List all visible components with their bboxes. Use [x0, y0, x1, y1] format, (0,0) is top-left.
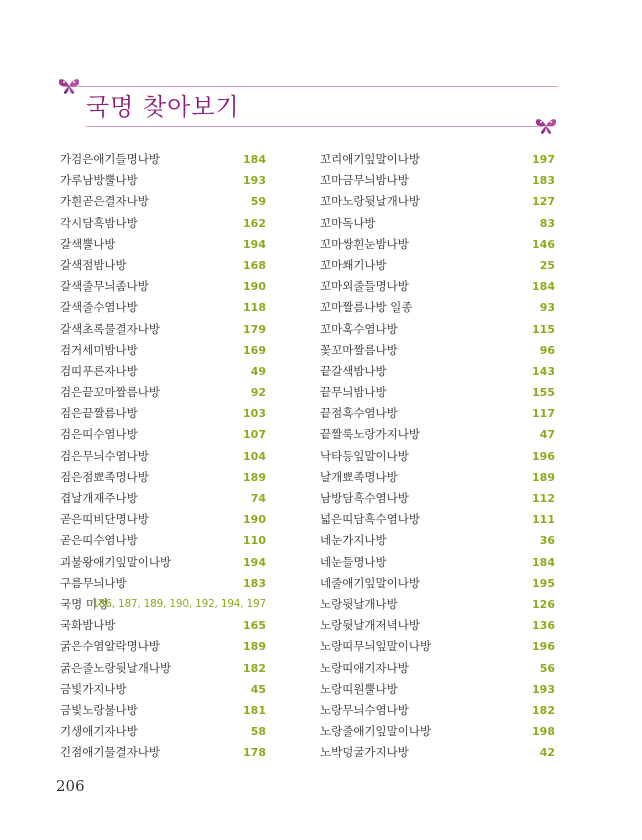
entry-page: 127	[532, 195, 555, 209]
index-entry	[60, 382, 266, 403]
index-entry	[320, 234, 555, 255]
entry-page: 162	[243, 216, 266, 230]
entry-name: 꼬마금무늬밤나방	[320, 173, 409, 188]
entry-page: 190	[243, 513, 266, 527]
entry-page: 194	[243, 237, 266, 251]
entry-page: 193	[532, 682, 555, 696]
index-entry	[320, 213, 555, 234]
entry-name: 끝갈색밤나방	[320, 363, 387, 378]
index-entry	[320, 191, 555, 212]
entry-name: 남방담흑수염나방	[320, 491, 409, 505]
entry-name: 검거세미밤나방	[60, 342, 138, 357]
entry-name: 네줄애기잎말이나방	[320, 575, 420, 590]
index-entry	[60, 403, 266, 424]
entry-page: 115	[532, 322, 555, 336]
entry-page: 143	[532, 364, 555, 378]
entry-name: 갈색초록물결자나방	[60, 321, 160, 336]
entry-name: 끝짤룩노랑가지나방	[320, 427, 420, 442]
index-entry	[320, 403, 555, 424]
entry-name: 굵은줄노랑뒷날개나방	[60, 660, 172, 675]
index-entry	[320, 340, 555, 361]
entry-page: 74	[250, 492, 266, 505]
moth-icon	[534, 117, 558, 135]
index-entry	[60, 721, 266, 742]
index-entry	[60, 467, 266, 488]
entry-name: 검은끝짤름나방	[60, 406, 138, 421]
entry-page: 107	[243, 428, 266, 442]
entry-name: 긴점애기물결자나방	[60, 745, 160, 760]
index-entry	[60, 340, 266, 361]
entry-page: 195	[532, 576, 555, 590]
entry-page: 117	[532, 407, 555, 421]
index-entry	[320, 255, 555, 276]
index-entry	[60, 149, 266, 170]
entry-name: 갈색줄수염나방	[60, 300, 138, 315]
entry-page: 183	[243, 576, 266, 590]
entry-name: 노랑띠무늬잎말이나방	[320, 639, 432, 654]
index-entry	[60, 509, 266, 530]
entry-name: 가흰곧은결자나방	[60, 194, 149, 209]
index-column-right	[320, 149, 555, 763]
index-entry	[320, 149, 555, 170]
entry-name: 꼬마노랑뒷날개나방	[320, 194, 420, 209]
entry-page: 193	[243, 174, 266, 188]
entry-page: 126	[532, 597, 555, 611]
index-entry	[60, 615, 266, 636]
entry-page: 112	[532, 492, 555, 505]
entry-page: 42	[539, 746, 555, 760]
index-entry	[320, 530, 555, 551]
index-entry	[60, 636, 266, 657]
entry-page: 83	[539, 216, 555, 230]
index-entry	[320, 679, 555, 700]
entry-name: 국화밤나방	[60, 618, 116, 633]
entry-page: 146	[532, 237, 555, 251]
entry-name: 검은띠수염나방	[60, 427, 138, 442]
entry-page: 196	[532, 449, 555, 463]
index-entry	[320, 509, 555, 530]
entry-name: 노랑띠원뿔나방	[320, 681, 398, 696]
entry-page: 36	[539, 534, 555, 548]
entry-page: 181	[243, 703, 266, 717]
entry-page: 182	[532, 703, 555, 717]
entry-page: 49	[250, 364, 266, 378]
entry-page: 103	[243, 407, 266, 421]
entry-page: 178	[243, 746, 266, 760]
entry-name: 국명 미정	[60, 596, 109, 611]
entry-name: 꼬마쐐기나방	[320, 257, 387, 272]
index-entry	[320, 424, 555, 445]
entry-name: 꼬리애기잎말이나방	[320, 152, 420, 166]
index-entry	[60, 213, 266, 234]
index-entry	[320, 636, 555, 657]
entry-page: 189	[243, 470, 266, 484]
entry-page: 104	[243, 449, 266, 463]
index-entry	[320, 594, 555, 615]
entry-name: 넓은띠담흑수염나방	[320, 512, 420, 527]
entry-name: 노랑무늬수염나방	[320, 702, 409, 717]
header-rule-top	[66, 86, 558, 87]
index-entry	[60, 446, 266, 467]
entry-page: 198	[532, 725, 555, 739]
entry-name: 꽃꼬마짤름나방	[320, 342, 398, 357]
entry-page: 118	[243, 301, 266, 315]
index-entry	[320, 488, 555, 509]
entry-page: 155	[532, 386, 555, 400]
index-entry	[60, 276, 266, 297]
entry-page: 96	[539, 343, 555, 357]
entry-name: 날개뾰족명나방	[320, 469, 398, 484]
entry-page: 25	[539, 258, 555, 272]
entry-page: 92	[250, 386, 266, 400]
entry-name: 검은무늬수염나방	[60, 448, 149, 463]
entry-name: 곧은띠비단명나방	[60, 512, 149, 527]
entry-page: 196	[532, 640, 555, 654]
entry-name: 곧은띠수염나방	[60, 533, 138, 548]
entry-name: 구름무늬나방	[60, 575, 127, 590]
entry-name: 노랑뒷날개저녁나방	[320, 618, 420, 633]
entry-name: 굵은수염알락명나방	[60, 639, 160, 654]
index-entry	[60, 552, 266, 573]
entry-name: 괴불왕애기잎말이나방	[60, 554, 172, 569]
entry-page: 110	[243, 534, 266, 548]
entry-name: 기생애기자나방	[60, 724, 138, 739]
index-entry	[60, 658, 266, 679]
index-entry	[320, 361, 555, 382]
entry-name: 갈색점밤나방	[60, 257, 127, 272]
index-entry	[60, 191, 266, 212]
index-entry	[60, 700, 266, 721]
entry-name: 꼬마독나방	[320, 215, 376, 230]
index-entry	[320, 382, 555, 403]
index-header	[0, 0, 642, 140]
entry-page: 45	[250, 682, 266, 696]
entry-page: 47	[539, 428, 555, 442]
index-entry	[60, 530, 266, 551]
index-entry	[320, 467, 555, 488]
entry-name: 꼬마짤름나방 일종	[320, 300, 413, 315]
entry-page: 182	[243, 661, 266, 675]
entry-name: 검띠푸른자나방	[60, 363, 138, 378]
index-entry	[60, 255, 266, 276]
index-entry	[320, 446, 555, 467]
index-column-left	[60, 149, 266, 763]
header-rule-bottom	[86, 126, 538, 127]
entry-page: 183	[532, 174, 555, 188]
index-entry	[60, 234, 266, 255]
entry-page: 179	[243, 322, 266, 336]
entry-name: 꼬마혹수염나방	[320, 321, 398, 336]
index-entry	[60, 170, 266, 191]
entry-name: 네눈가지나방	[320, 533, 387, 548]
index-entry	[60, 319, 266, 340]
page-number: 206	[56, 777, 85, 795]
entry-name: 네눈들명나방	[320, 554, 387, 569]
entry-name: 끝점혹수염나방	[320, 406, 398, 421]
index-entry	[320, 721, 555, 742]
index-entry	[60, 488, 266, 509]
entry-page: 197	[532, 153, 555, 166]
entry-page: 189	[532, 470, 555, 484]
entry-name: 노랑줄애기잎말이나방	[320, 724, 432, 739]
entry-page: 168	[243, 258, 266, 272]
entry-page: 56	[539, 661, 555, 675]
entry-name: 금빛노랑불나방	[60, 702, 138, 717]
entry-page: 184	[532, 555, 555, 569]
index-entry	[320, 170, 555, 191]
entry-name: 노랑띠애기자나방	[320, 660, 409, 675]
entry-page: 184	[243, 153, 266, 166]
entry-page: 186, 187, 189, 190, 192, 194, 197	[92, 597, 266, 610]
entry-page: 165	[243, 619, 266, 633]
index-entry	[60, 573, 266, 594]
entry-name: 겹날개재주나방	[60, 491, 138, 505]
entry-page: 184	[532, 280, 555, 294]
index-entry	[320, 297, 555, 318]
index-entry	[60, 361, 266, 382]
index-entry	[60, 594, 266, 615]
entry-page: 189	[243, 640, 266, 654]
index-entry	[320, 319, 555, 340]
entry-page: 136	[532, 619, 555, 633]
entry-name: 검은점뾰족명나방	[60, 469, 149, 484]
entry-name: 낙타등잎말이나방	[320, 448, 409, 463]
entry-name: 갈색뿔나방	[60, 236, 116, 251]
entry-name: 꼬마외줄들명나방	[320, 279, 409, 294]
entry-name: 노랑뒷날개나방	[320, 596, 398, 611]
entry-name: 갈색줄무늬좀나방	[60, 279, 149, 294]
index-entry	[60, 297, 266, 318]
index-entry	[60, 424, 266, 445]
page-title: 국명 찾아보기	[86, 93, 240, 121]
entry-name: 검은끝꼬마짤름나방	[60, 385, 160, 400]
entry-page: 169	[243, 343, 266, 357]
entry-page: 194	[243, 555, 266, 569]
entry-name: 가검은애기들명나방	[60, 152, 160, 166]
index-entry	[60, 679, 266, 700]
entry-page: 59	[250, 195, 266, 209]
entry-name: 노박덩굴가지나방	[320, 745, 409, 760]
entry-page: 58	[250, 725, 266, 739]
entry-name: 금빛가지나방	[60, 681, 127, 696]
entry-page: 93	[539, 301, 555, 315]
index-entry	[320, 700, 555, 721]
index-entry	[320, 615, 555, 636]
entry-page: 111	[532, 513, 555, 527]
index-entry	[320, 573, 555, 594]
index-entry	[320, 276, 555, 297]
entry-name: 각시담흑밤나방	[60, 215, 138, 230]
entry-name: 꼬마쌍흰눈밤나방	[320, 236, 409, 251]
entry-name: 끝무늬밤나방	[320, 385, 387, 400]
moth-icon	[57, 77, 81, 95]
entry-name: 가루남방뿔나방	[60, 173, 138, 188]
index-entry	[320, 552, 555, 573]
index-entry	[320, 742, 555, 763]
index-entry	[60, 742, 266, 763]
index-entry	[320, 658, 555, 679]
entry-page: 190	[243, 280, 266, 294]
